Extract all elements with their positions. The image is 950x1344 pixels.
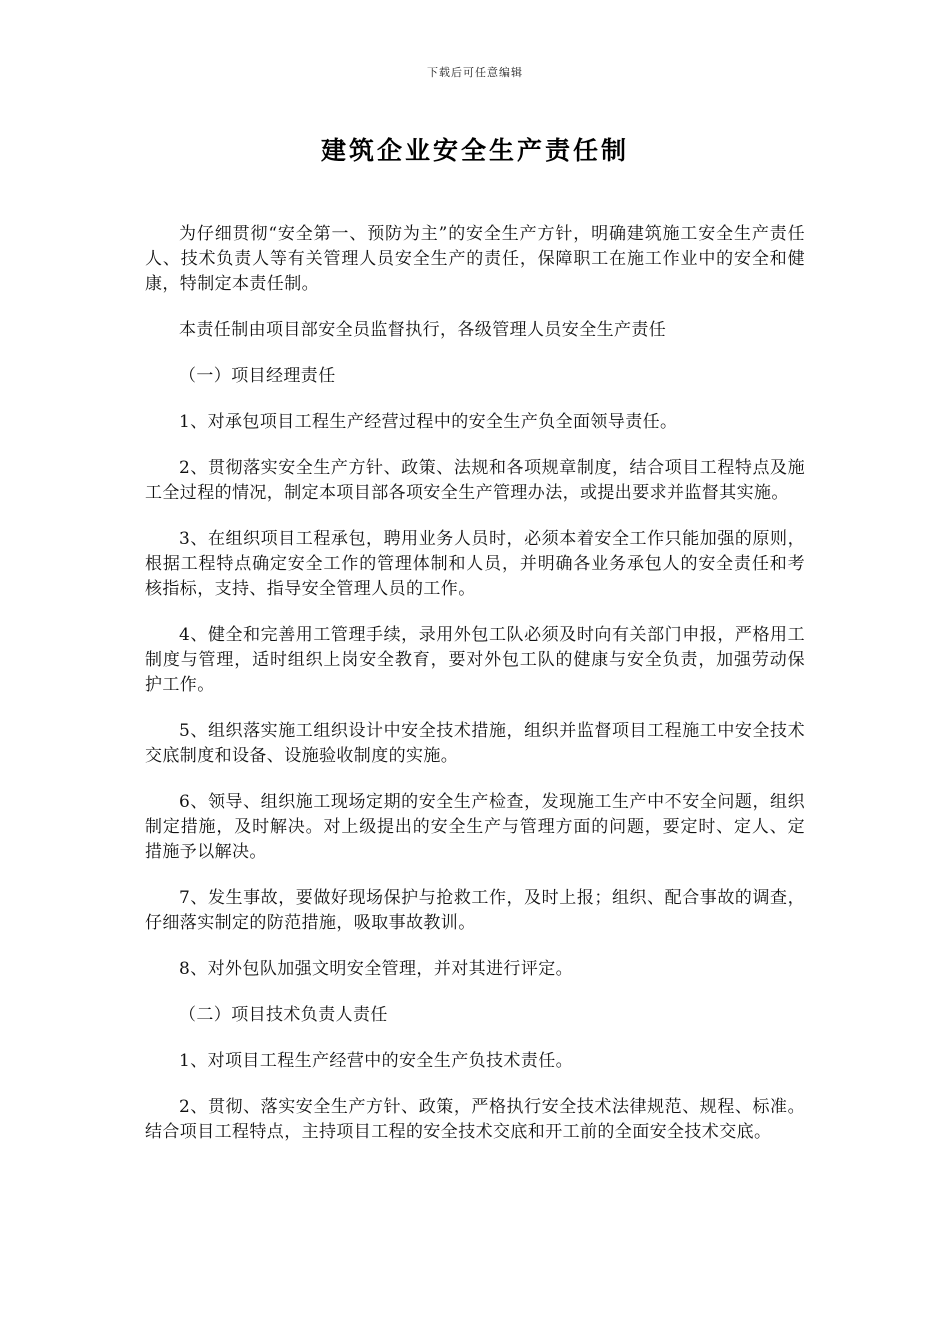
- document-body: [145, 222, 805, 1166]
- paragraph-pm-item-3: 3、在组织项目工程承包，聘用业务人员时，必须本着安全工作只能加强的原则，根据工程特点确定安全工作的管理体制和人员，并明确各业务承包人的安全责任和考核指标，支持、指导安全管理人员的工作。: [145, 529, 805, 599]
- paragraph-pm-item-7: 7、发生事故，要做好现场保护与抢救工作，及时上报；组织、配合事故的调查，仔细落实制定的防范措施，吸取事故教训。: [145, 888, 805, 933]
- document-title: 建筑企业安全生产责任制: [320, 136, 629, 165]
- section-heading-project-manager: （一）项目经理责任: [179, 366, 336, 386]
- paragraph-tech-item-1: 1、对项目工程生产经营中的安全生产负技术责任。: [179, 1051, 574, 1071]
- paragraph-pm-item-1: 1、对承包项目工程生产经营过程中的安全生产负全面领导责任。: [179, 412, 678, 432]
- paragraph-pm-item-8: 8、对外包队加强文明安全管理，并对其进行评定。: [179, 959, 574, 979]
- paragraph-pm-item-6: 6、领导、组织施工现场定期的安全生产检查，发现施工生产中不安全问题，组织制定措施，及时解决。对上级提出的安全生产与管理方面的问题，要定时、定人、定措施予以解决。: [145, 792, 805, 862]
- section-heading-technical-lead: （二）项目技术负责人责任: [179, 1005, 388, 1025]
- paragraph-pm-item-4: 4、健全和完善用工管理手续，录用外包工队必须及时向有关部门申报，严格用工制度与管理，适时组织上岗安全教育，要对外包工队的健康与安全负责，加强劳动保护工作。: [145, 625, 805, 695]
- paragraph-tech-item-2: 2、贯彻、落实安全生产方针、政策，严格执行安全技术法律规范、规程、标准。结合项目工程特点，主持项目工程的安全技术交底和开工前的全面安全技术交底。: [145, 1097, 805, 1142]
- paragraph-intro: 为仔细贯彻“安全第一、预防为主”的安全生产方针，明确建筑施工安全生产责任人、技术负责人等有关管理人员安全生产的责任，保障职工在施工作业中的安全和健康，特制定本责任制。: [145, 224, 805, 294]
- paragraph-pm-item-5: 5、组织落实施工组织设计中安全技术措施，组织并监督项目工程施工中安全技术交底制度和设备、设施验收制度的实施。: [145, 721, 805, 766]
- paragraph-scope: 本责任制由项目部安全员监督执行，各级管理人员安全生产责任: [179, 320, 667, 340]
- header-note: 下载后可任意编辑: [427, 66, 523, 79]
- paragraph-pm-item-2: 2、贯彻落实安全生产方针、政策、法规和各项规章制度，结合项目工程特点及施工全过程的情况，制定本项目部各项安全生产管理办法，或提出要求并监督其实施。: [145, 458, 805, 503]
